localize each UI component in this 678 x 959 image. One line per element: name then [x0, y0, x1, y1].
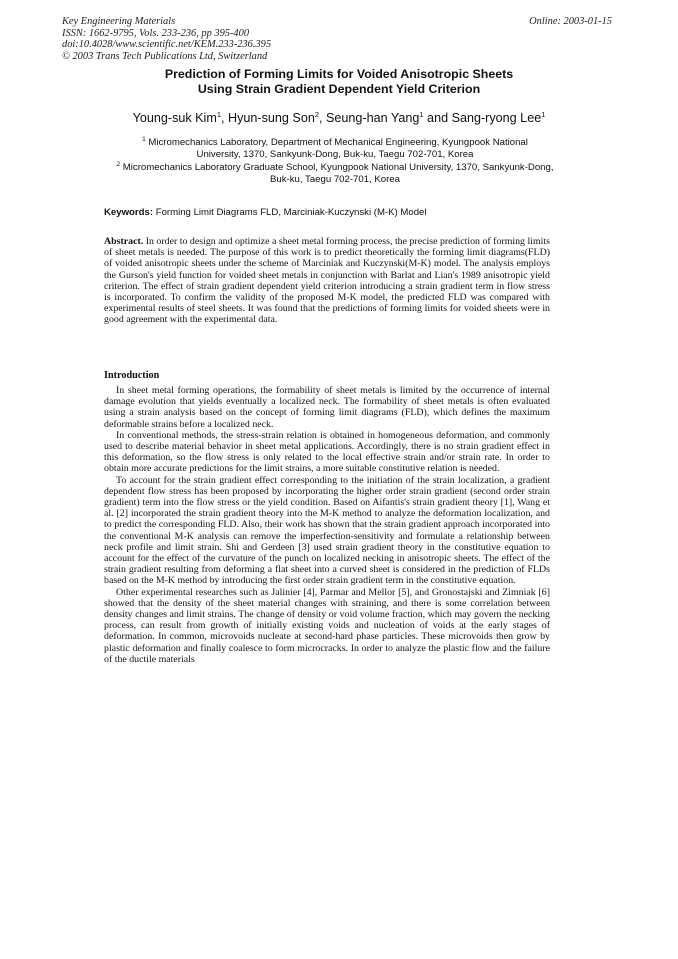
abstract [104, 236, 550, 326]
paragraph: In conventional methods, the stress-strain relation is obtained in homogeneous deformation, and commonly used to describe material behavior in sheet metal applications. Accordingly, there is no strain gradient effect in this deformation, so the flow stress is only related to the local effective strain and/or strain rate. In order to obtain more accurate predictions for the limit strains, a more suitable constitutive relation is needed. [104, 429, 550, 475]
author-name: Sang-ryong Lee [451, 111, 542, 125]
affiliation-text: Micromechanics Laboratory, Department of Mechanical Engineering, Kyungpook National University, 1370, Sankyunk-Dong, Buk-ku, Taegu 702-701, Korea [148, 137, 528, 160]
affiliation-1 [120, 137, 550, 160]
author-separator: , [221, 111, 229, 125]
paragraph: In sheet metal forming operations, the formability of sheet metals is limited by the occurrence of internal damage evolution that yields eventually a localized neck. The formability of sheet metals is often evaluated using a strain analysis based on the concept of forming limit diagrams (FLD), which defines the maximum deformable strains before a localized neck. [104, 385, 550, 430]
affiliation-marker: 1 [142, 136, 146, 143]
affiliation-2 [110, 162, 560, 185]
author-affil-marker: 1 [419, 110, 424, 119]
abstract-text: In order to design and optimize a sheet metal forming process, the precise prediction of forming limits of sheet metals is needed. The purpose of this work is to predict theoretically the forming limit diagrams(FLD) of voided anisotropic sheets under the scheme of Marciniak and Kuczynski(M-K) model. The analysis employs the Gurson's yield function for voided sheet metals in conjunction with Barlat and Lian's 1989 anisotropic yield criterion. The effect of strain gradient dependent yield criterion introducing a strain gradient term in flow stress is incorporated. To confirm the validity of the proposed M-K model, the predicted FLD was compared with experimental results of steel sheets. It was found that the predictions of forming limits for voided sheets were in good agreement with the experimental data. [104, 236, 550, 326]
author-name: Young-suk Kim [132, 111, 217, 125]
issn-line: ISSN: 1662-9795, Vols. 233-236, pp 395-400 [62, 27, 250, 39]
doi-line: doi:10.4028/www.scientific.net/KEM.233-236.395 [62, 39, 272, 51]
keywords [104, 207, 574, 219]
introduction-body [104, 385, 550, 665]
keywords-text: Forming Limit Diagrams FLD, Marciniak-Kuczynski (M-K) Model [153, 207, 427, 218]
abstract-paragraph [104, 236, 550, 326]
author-list [62, 111, 616, 126]
online-date: Online: 2003-01-15 [529, 16, 612, 27]
journal-header [62, 16, 271, 62]
title-line-2: Using Strain Gradient Dependent Yield Criterion [197, 82, 481, 96]
author-affil-marker: 1 [216, 110, 222, 119]
author-separator: and [423, 111, 452, 125]
paragraph: Other experimental researches such as Jalinier [4], Parmar and Mellor [5], and Gronostajski and Zimniak [6] showed that the density of the sheet material changes with straining, and there is some correlation between density changes and limit strains. The change of density or void volume fraction, which may govern the necking process, can result from growth of initially existing voids and nucleation of voids at the early stages of deformation. In common, microvoids nucleate at second-hard phase particles. These microvoids then grow by plastic deformation and finally coalesce to form microcracks. In order to analyze the plastic flow and the failure of the ductile materials [104, 586, 550, 665]
paragraph: To account for the strain gradient effect corresponding to the initiation of the strain localization, a gradient dependent flow stress has been proposed by incorporating the higher order strain gradient (second order strain gradient) term into the flow stress or the yield condition. Based on Aifantis's strain gradient theory [1], Wang et al. [2] incorporated the strain gradient theory into the M-K method to analyze the deformation localization, and to predict the corresponding FLD. Also, their work has shown that the strain gradient approach incorporated into the conventional M-K analysis can remove the imperfection-sensitivity and formulate a relationship between neck profile and limit strain. Shi and Gerdeen [3] used strain gradient theory in the constitutive equation to account for the effect of the curvature of the punch on localized necking in anisotropic sheets. The effect of the strain gradient resulting from deforming a flat sheet into a curved sheet is considered in the prediction of FLDs based on the M-K method by introducing the first order strain gradient term in the constitutive equation. [104, 474, 550, 587]
affiliation-text: Micromechanics Laboratory Graduate School, Kyungpook National University, 1370, Sankyunk-Dong, Buk-ku, Taegu 702-701, Korea [122, 162, 554, 185]
title-line-1: Prediction of Forming Limits for Voided Anisotropic Sheets [164, 67, 514, 81]
author [228, 111, 326, 125]
journal-name: Key Engineering Materials [62, 16, 176, 27]
author-separator: , [319, 111, 327, 125]
author-affil-marker: 2 [314, 110, 320, 119]
author [133, 111, 228, 125]
keywords-label: Keywords: [104, 207, 154, 218]
paper-title [62, 67, 616, 97]
author [452, 111, 546, 125]
copyright-line: © 2003 Trans Tech Publications Ltd, Switzerland [62, 50, 268, 62]
section-heading-introduction: Introduction [104, 370, 160, 381]
author-name: Hyun-sung Son [228, 111, 315, 125]
author-affil-marker: 1 [541, 110, 546, 119]
affiliation-marker: 2 [116, 161, 121, 168]
abstract-label: Abstract. [104, 236, 144, 247]
author-name: Seung-han Yang [326, 111, 420, 125]
author [326, 111, 452, 125]
